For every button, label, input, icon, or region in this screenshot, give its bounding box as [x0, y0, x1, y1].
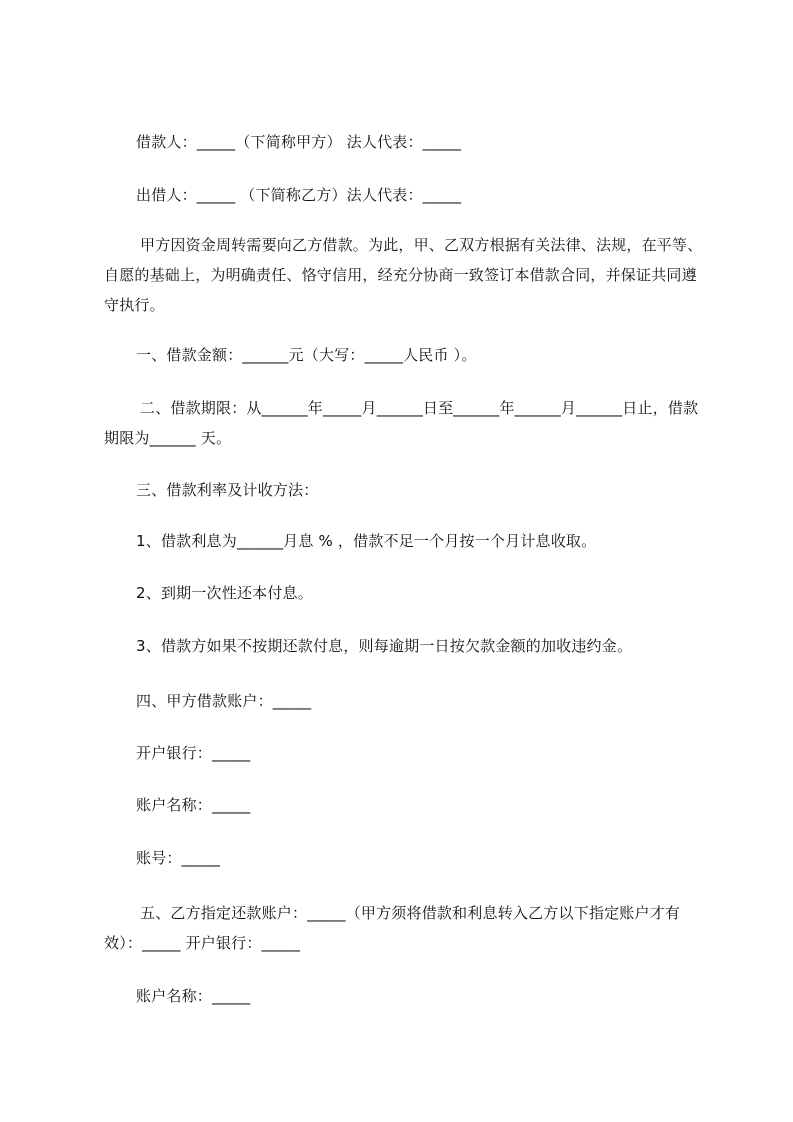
clause-4-bank: 开户银行：_____ — [136, 744, 251, 762]
borrower-line: 借款人：_____（下简称甲方） 法人代表：_____ — [136, 133, 462, 151]
clause-4-title: 四、甲方借款账户：_____ — [136, 692, 312, 710]
preamble-paragraph: 甲方因资金周转需要向乙方借款。为此，甲、乙双方根据有关法律、法规，在平等、自愿的基础上，为明确责任、恪守信用，经充分协商一致签订本借款合同，并保证共同遵守执行。 — [104, 236, 703, 314]
clause-1-loan-amount: 一、借款金额：______元（大写：_____人民币 ）。 — [136, 346, 477, 364]
clause-5-repayment-account: 五、乙方指定还款账户：_____（甲方须将借款和利息转入乙方以下指定账户才有效）：_____ 开户银行：_____ — [104, 904, 681, 952]
clause-4-account-name: 账户名称：_____ — [136, 796, 251, 814]
clause-3-item-2: 2、到期一次性还本付息。 — [136, 584, 313, 602]
clause-3-item-3: 3、借款方如果不按期还款付息，则每逾期一日按欠款金额的加收违约金。 — [136, 637, 633, 655]
clause-3-item-1: 1、借款利息为______月息 % ，借款不足一个月按一个月计息收取。 — [136, 532, 597, 550]
clause-4-account-number: 账号：_____ — [136, 849, 221, 867]
clause-5-account-name: 账户名称：_____ — [136, 987, 251, 1005]
clause-2-loan-term: 二、借款期限：从______年_____月______日至______年______月______日止，借款期限为______ 天。 — [104, 399, 699, 447]
clause-3-title: 三、借款利率及计收方法： — [136, 481, 319, 499]
lender-line: 出借人：_____ （下简称乙方）法人代表：_____ — [136, 186, 462, 204]
